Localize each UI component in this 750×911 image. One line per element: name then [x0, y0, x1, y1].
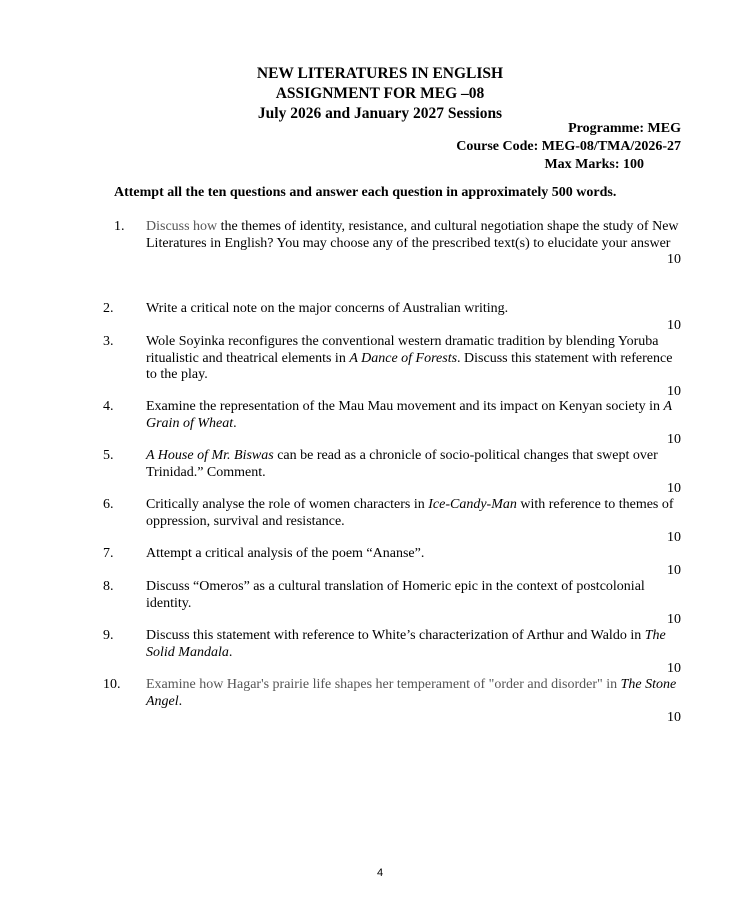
question-text-part: Wole Soyinka reconfigures the conventional western dramatic tradition by blending Yoruba ritualistic and theatrical elements in	[146, 334, 659, 366]
max-marks-label: Max Marks: 100	[544, 157, 644, 172]
question-marks: 10	[667, 661, 681, 676]
question-item	[0, 219, 750, 301]
question-text	[146, 448, 682, 481]
question-text-part: with reference to themes of oppression, survival and resistance.	[146, 497, 674, 529]
question-marks: 10	[667, 317, 681, 333]
question-item	[0, 448, 750, 497]
question-item	[0, 334, 750, 399]
work-title: Ice-Candy-Man	[428, 497, 517, 512]
question-item	[0, 628, 750, 677]
question-text	[146, 628, 682, 661]
question-marks: 10	[667, 710, 681, 725]
question-item	[0, 677, 750, 726]
question-text-part: Examine the representation of the Mau Mau movement and its impact on Kenyan society in	[146, 399, 664, 414]
assignment-meta	[456, 120, 681, 174]
question-text: Discuss “Omeros” as a cultural translation of Homeric epic in the context of postcolonial identity.	[146, 579, 645, 611]
programme-label: Programme: MEG	[568, 121, 681, 136]
question-number: 5.	[103, 448, 114, 463]
question-number: 1.	[114, 219, 125, 234]
question-text	[146, 677, 682, 710]
question-text-part: .	[233, 415, 237, 431]
instruction-text: Attempt all the ten questions and answer each question in approximately 500 words.	[114, 185, 617, 200]
assignment-title: ASSIGNMENT FOR MEG –08	[275, 85, 485, 102]
page-number: 4	[376, 867, 384, 879]
work-title: The Stone Angel	[146, 677, 677, 709]
assignment-title-block	[0, 64, 750, 124]
work-title: The Solid Mandala	[146, 628, 666, 660]
question-marks: 10	[667, 562, 681, 578]
session-title: July 2026 and January 2027 Sessions	[257, 105, 503, 122]
question-text-part: Discuss this statement with reference to White’s characterization of Arthur and Waldo in	[146, 628, 645, 643]
question-text-gray: Discuss how	[146, 219, 218, 234]
question-number: 7.	[103, 546, 114, 561]
question-marks: 10	[667, 481, 681, 496]
question-text-part: . Discuss this statement with reference to the play.	[146, 350, 673, 382]
question-marks: 10	[667, 252, 681, 267]
question-marks: 10	[667, 432, 681, 447]
question-number: 8.	[103, 579, 114, 594]
question-marks: 10	[667, 530, 681, 545]
work-title: A Grain of Wheat	[146, 399, 672, 431]
question-list	[0, 219, 750, 726]
question-number: 2.	[103, 301, 114, 316]
question-item	[0, 546, 750, 579]
question-number: 9.	[103, 628, 114, 643]
question-item	[0, 399, 750, 448]
question-text-part: .	[178, 693, 183, 709]
question-item	[0, 497, 750, 546]
work-title: A House of Mr. Biswas	[146, 448, 274, 463]
question-text-part: .	[228, 644, 233, 660]
question-text	[146, 399, 682, 432]
question-item	[0, 579, 750, 628]
question-number: 3.	[103, 334, 114, 349]
question-item	[0, 301, 750, 334]
question-text: Write a critical note on the major concerns of Australian writing.	[146, 301, 509, 316]
work-title: A Dance of Forests	[349, 350, 458, 366]
question-number: 10.	[103, 677, 121, 692]
course-code-label: Course Code: MEG-08/TMA/2026-27	[456, 139, 681, 154]
question-text-gray: Examine how Hagar's prairie life shapes her temperament of "order and disorder" in	[146, 677, 621, 692]
question-text	[146, 219, 682, 252]
question-marks: 10	[667, 612, 681, 627]
course-title: NEW LITERATURES IN ENGLISH	[256, 65, 504, 82]
question-text: Attempt a critical analysis of the poem “Ananse”.	[146, 546, 425, 561]
question-number: 4.	[103, 399, 114, 414]
question-marks: 10	[667, 383, 681, 399]
question-text-body: the themes of identity, resistance, and cultural negotiation shape the study of New Literatures in English? You may choose any of the prescribed text(s) to elucidate your answer	[146, 219, 679, 251]
question-text	[146, 334, 682, 384]
question-text	[146, 497, 682, 530]
question-text-part: Critically analyse the role of women characters in	[146, 497, 429, 512]
question-number: 6.	[103, 497, 114, 512]
question-text-part: can be read as a chronicle of socio-political changes that swept over Trinidad.” Comment.	[146, 448, 658, 480]
